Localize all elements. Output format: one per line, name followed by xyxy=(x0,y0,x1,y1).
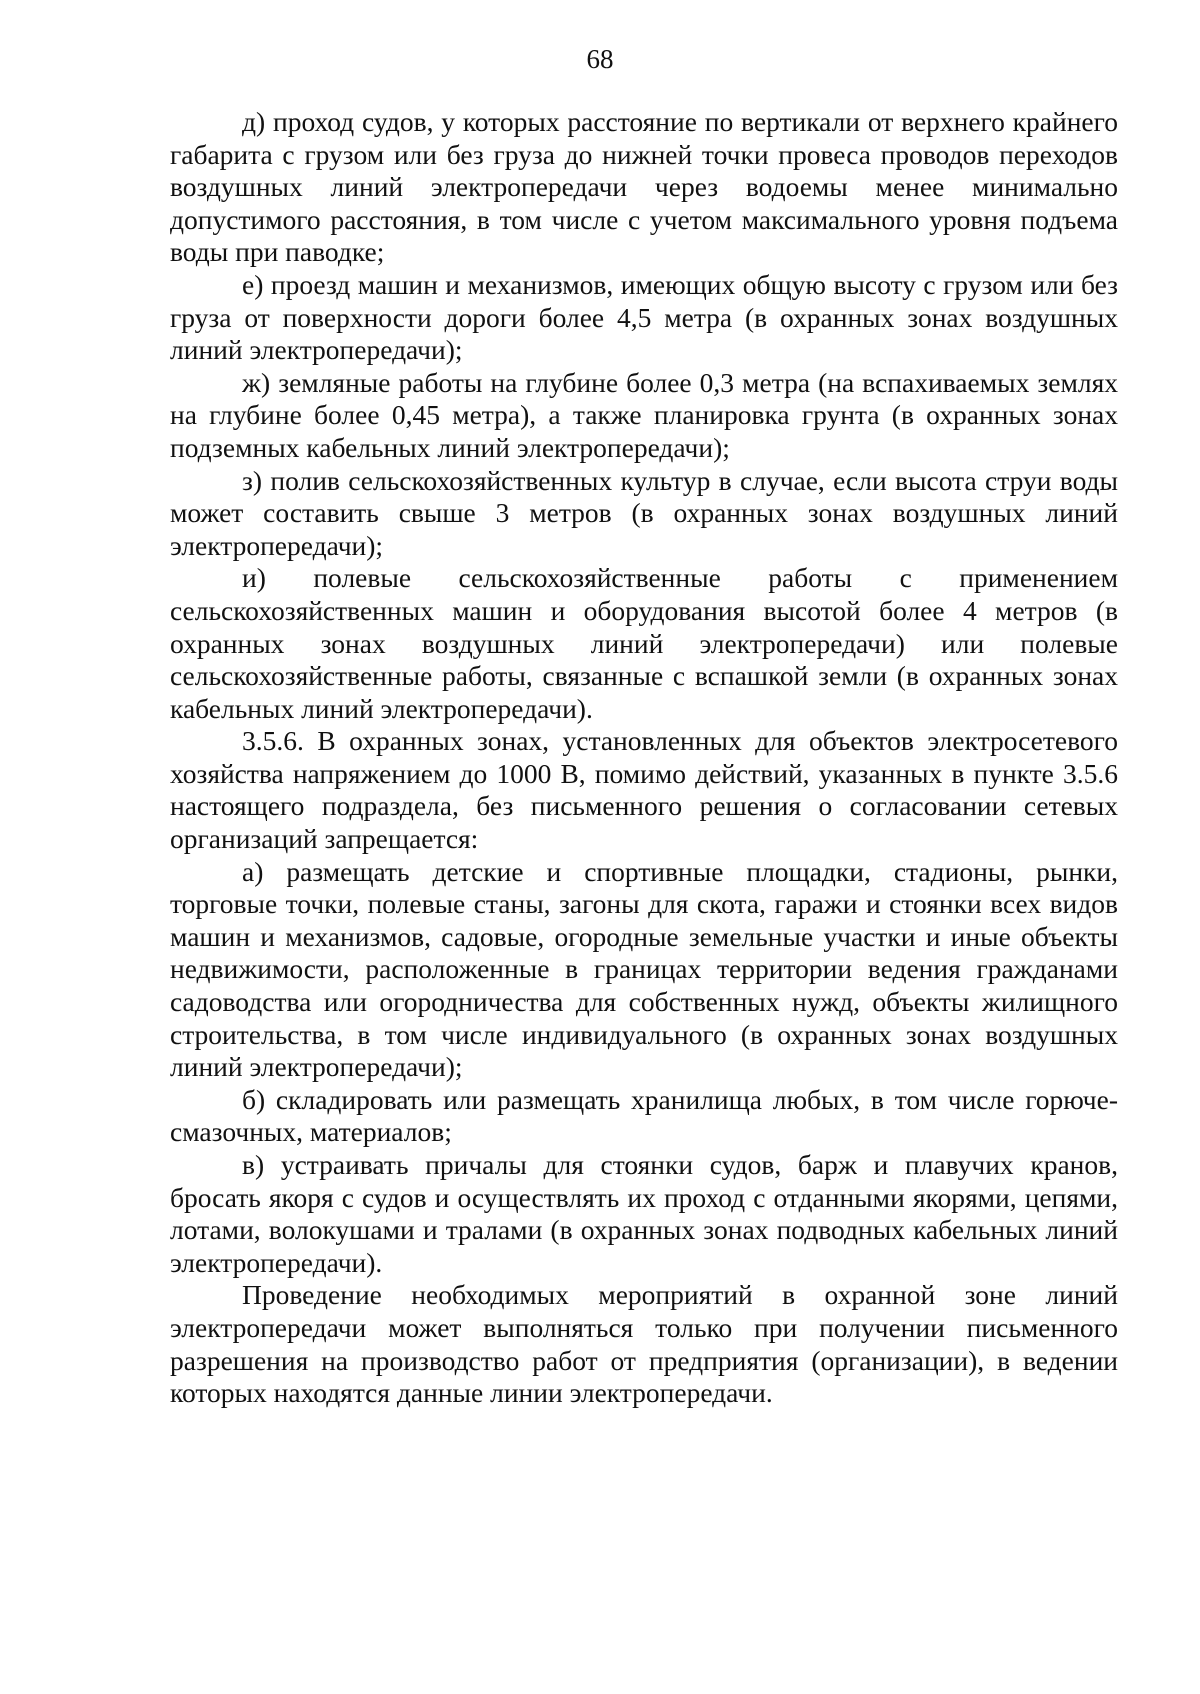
paragraph-zh: ж) земляные работы на глубине более 0,3 метра (на вспахиваемых землях на глубине более 0,45 метра), а также планировка грунта (в охранных зонах подземных кабельных линий электропередачи); xyxy=(170,366,1118,463)
paragraph-v: в) устраивать причалы для стоянки судов, барж и плавучих кранов, бросать якоря с судов и осуществлять их проход с отданными якорями, цепями, лотами, волокушами и тралами (в охранных зонах подводных кабельных линий электропередачи). xyxy=(170,1149,1118,1278)
paragraph-i: и) полевые сельскохозяйственные работы с применением сельскохозяйственных машин и оборудования высотой более 4 метров (в охранных зонах воздушных линий электропередачи) или полевые сельскохозяйственные работы, связанные с вспашкой земли (в охранных зонах кабельных линий электропередачи). xyxy=(170,562,1118,724)
paragraph-final: Проведение необходимых мероприятий в охранной зоне линий электропередачи может выполняться только при получении письменного разрешения на производство работ от предприятия (организации), в ведении которых находятся данные линии электропередачи. xyxy=(170,1279,1118,1409)
document-body xyxy=(170,106,1118,1410)
paragraph-a: а) размещать детские и спортивные площадки, стадионы, рынки, торговые точки, полевые станы, загоны для скота, гаражи и стоянки всех видов машин и механизмов, садовые, огородные земельные участки и иные объекты недвижимости, расположенные в границах территории ведения гражданами садоводства или огородничества для собственных нужд, объекты жилищного строительства, в том числе индивидуального (в охранных зонах воздушных линий электропередачи); xyxy=(170,855,1118,1083)
paragraph-b: б) складировать или размещать хранилища любых, в том числе горюче-смазочных, материалов; xyxy=(170,1083,1118,1148)
paragraph-e: е) проезд машин и механизмов, имеющих общую высоту с грузом или без груза от поверхности дороги более 4,5 метра (в охранных зонах воздушных линий электропередачи); xyxy=(170,268,1118,366)
paragraph-z: з) полив сельскохозяйственных культур в случае, если высота струи воды может составить свыше 3 метров (в охранных зонах воздушных линий электропередачи); xyxy=(170,464,1118,561)
page-number: 68 xyxy=(586,44,614,74)
paragraph-d: д) проход судов, у которых расстояние по вертикали от верхнего крайнего габарита с грузом или без груза до нижней точки провеса проводов переходов воздушных линий электропередачи через водоемы менее минимально допустимого расстояния, в том числе с учетом максимального уровня подъема воды при паводке; xyxy=(170,106,1118,268)
paragraph-3-5-6: 3.5.6. В охранных зонах, установленных для объектов электросетевого хозяйства напряжением до 1000 В, помимо действий, указанных в пункте 3.5.6 настоящего подраздела, без письменного решения о согласовании сетевых организаций запрещается: xyxy=(170,725,1118,855)
